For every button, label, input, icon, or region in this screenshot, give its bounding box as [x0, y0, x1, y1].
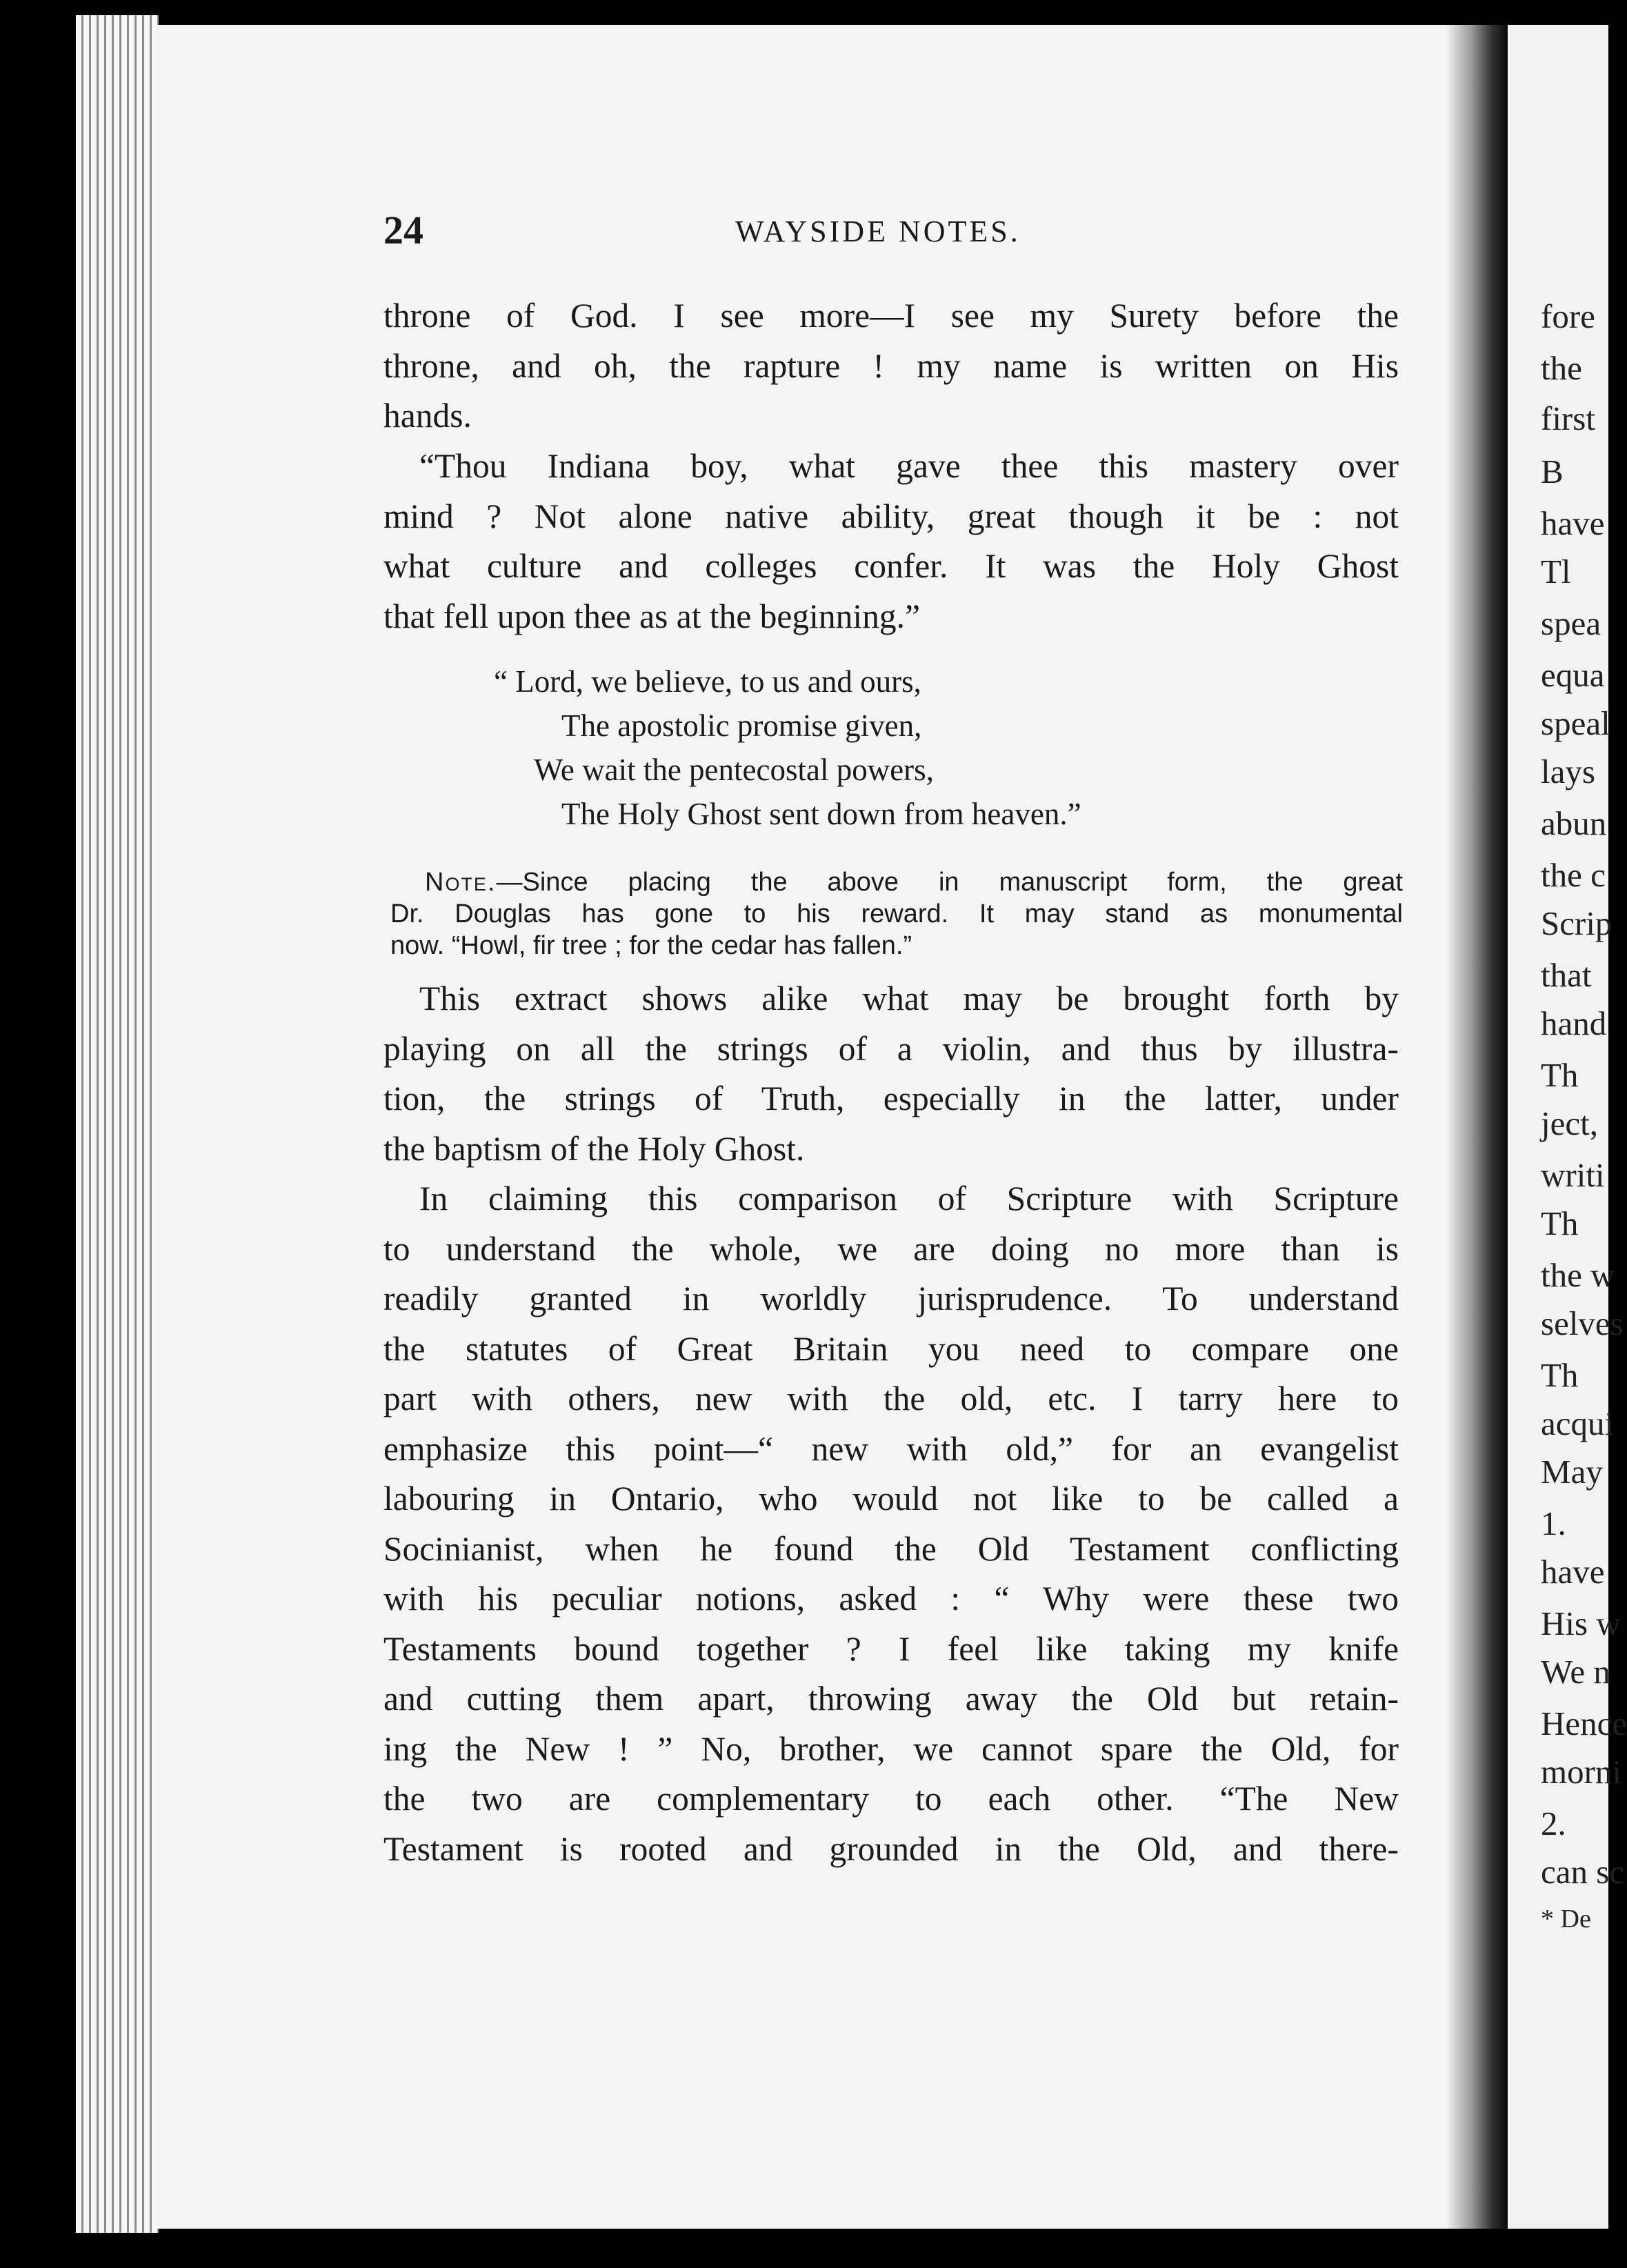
text-line: with his peculiar notions, asked : “ Why were these two [383, 1580, 1399, 1618]
text-line: tion, the strings of Truth, especially in the latter, under [383, 1080, 1399, 1117]
facing-page-fragment: 1. [1541, 1504, 1566, 1542]
text-line: to understand the whole, we are doing no more than is [383, 1229, 1399, 1268]
text-line: In claiming this comparison of Scripture with Scripture [419, 1180, 1399, 1217]
text-line: part with others, new with the old, etc. I tarry here to [383, 1380, 1399, 1418]
note-line: Dr. Douglas has gone to his reward. It may stand as monumental [390, 899, 1403, 928]
text-line: emphasize this point—“ new with old,” for an evangelist [383, 1429, 1399, 1468]
facing-page-fragment: can sc [1541, 1853, 1625, 1891]
text-line: ing the New ! ” No, brother, we cannot spare the Old, for [383, 1729, 1399, 1768]
facing-page-fragment: Tl [1541, 553, 1571, 590]
facing-page-fragment: hand [1541, 1004, 1607, 1042]
text-line: hands. [383, 397, 472, 435]
footnote [390, 866, 1403, 962]
facing-page-fragment: We n [1541, 1653, 1610, 1691]
book-gutter [1447, 25, 1508, 2229]
facing-page-fragment: fore [1541, 297, 1595, 335]
note-text: —Since placing the above in manuscript form, the great [496, 868, 1403, 897]
text-line: readily granted in worldly jurisprudence. To understand [383, 1280, 1399, 1317]
text-line: that fell upon thee as at the beginning.” [383, 597, 921, 635]
facing-page-fragment: equa [1541, 656, 1605, 694]
note-line [390, 866, 1403, 898]
verse-line: “ Lord, we believe, to us and ours, [494, 664, 921, 699]
facing-page-fragment: lays [1541, 753, 1595, 790]
paragraph-4 [383, 1174, 1399, 1874]
facing-page-fragment: Th [1541, 1204, 1579, 1242]
facing-page-fragment: * De [1541, 1904, 1591, 1933]
facing-page-fragment: Th [1541, 1056, 1579, 1094]
paragraph-3 [383, 974, 1399, 1174]
verse-line: The Holy Ghost sent down from heaven.” [561, 797, 1081, 831]
facing-page-fragment: Hence [1541, 1704, 1627, 1742]
note-label: Note. [425, 868, 497, 897]
facing-page-fragment: ject, [1541, 1104, 1598, 1142]
text-line: the baptism of the Holy Ghost. [383, 1129, 805, 1168]
facing-page-fragment: spea [1541, 604, 1601, 642]
facing-page-fragment: Th [1541, 1356, 1579, 1394]
facing-page-fragment: Scrip [1541, 904, 1613, 942]
text-line: throne, and oh, the rapture ! my name is written on His [383, 346, 1399, 385]
page-edges [76, 15, 159, 2233]
text-line: throne of God. I see more—I see my Surety before the [383, 297, 1399, 335]
hymn-verse [494, 659, 1081, 836]
facing-page-fragment: have [1541, 504, 1605, 542]
running-title: WAYSIDE NOTES. [735, 215, 1021, 248]
facing-page-fragment: abun [1541, 804, 1607, 842]
facing-page-fragment: the [1541, 349, 1582, 387]
page-number: 24 [383, 208, 423, 252]
text-line: mind ? Not alone native ability, great though it be : not [383, 497, 1399, 535]
text-line: the statutes of Great Britain you need to compare one [383, 1329, 1399, 1368]
text-line: This extract shows alike what may be brought forth by [419, 979, 1399, 1017]
facing-page-fragment: writi [1541, 1156, 1605, 1194]
facing-page-fragment: first [1541, 399, 1595, 437]
facing-page-fragment: speal [1541, 704, 1610, 742]
facing-page-fragment: B [1541, 452, 1564, 490]
text-line: Socinianist, when he found the Old Testament conflicting [383, 1529, 1399, 1568]
facing-page-fragment: have [1541, 1553, 1605, 1591]
facing-page-fragment: 2. [1541, 1804, 1566, 1842]
text-line: the two are complementary to each other. “The New [383, 1780, 1399, 1818]
facing-page-fragment: that [1541, 956, 1592, 994]
text-line: “Thou Indiana boy, what gave thee this mastery over [419, 447, 1399, 485]
verse-line: We wait the pentecostal powers, [534, 753, 934, 787]
text-line: what culture and colleges confer. It was the Holy Ghost [383, 547, 1399, 585]
facing-page-fragment: May [1541, 1453, 1603, 1491]
note-line: now. “Howl, fir tree ; for the cedar has fallen.” [390, 931, 912, 960]
facing-page-fragment: acqui [1541, 1404, 1615, 1442]
text-line: labouring in Ontario, who would not like to be called a [383, 1480, 1399, 1518]
facing-page [1508, 25, 1627, 2229]
text-line: playing on all the strings of a violin, and thus by illustra- [383, 1029, 1399, 1068]
facing-page-fragment: selves [1541, 1304, 1624, 1342]
text-line: Testaments bound together ? I feel like taking my knife [383, 1629, 1399, 1668]
facing-page-fragment: the w [1541, 1256, 1615, 1294]
paragraph-2 [383, 441, 1399, 641]
facing-page-fragment: morni [1541, 1753, 1622, 1791]
facing-page-fragment: the c [1541, 856, 1606, 894]
text-line: and cutting them apart, throwing away the Old but retain- [383, 1680, 1399, 1718]
facing-page-fragment: His w [1541, 1604, 1621, 1642]
verse-line: The apostolic promise given, [561, 708, 922, 743]
paragraph-1 [383, 291, 1399, 441]
text-line: Testament is rooted and grounded in the Old, and there- [383, 1829, 1399, 1868]
